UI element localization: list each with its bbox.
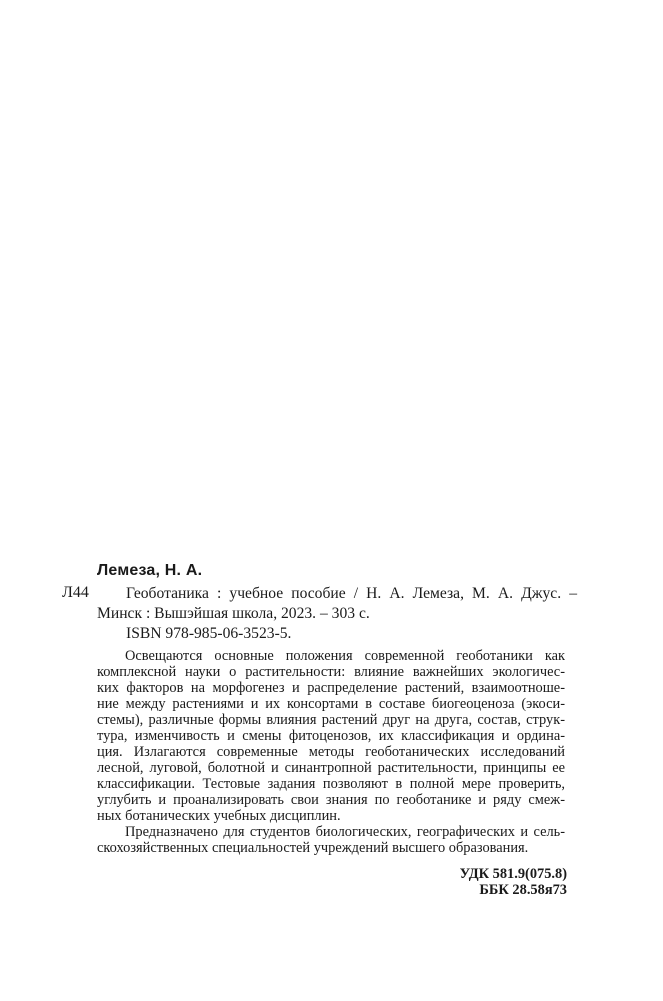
annotation-line: ция. Излагаются современные методы геоботанических исследований	[97, 744, 565, 760]
annotation-line: тура, изменчивость и смены фитоценозов, их классификация и ордина-	[97, 728, 565, 744]
annotation-line: Освещаются основные положения современной геоботаники как	[125, 648, 565, 664]
annotation-line: ние между растениями и их консортами в составе биогеоценоза (экоси-	[97, 696, 565, 712]
udk-index: УДК 581.9(075.8)	[459, 866, 567, 882]
annotation	[97, 648, 565, 856]
annotation-line: скохозяйственных специальностей учреждений высшего образования.	[97, 840, 529, 856]
classification-code: Л44	[62, 584, 89, 601]
annotation-line: ких факторов на морфогенез и распределение растений, взаимоотноше-	[97, 680, 565, 696]
annotation-line: классификации. Тестовые задания позволяют в полной мере проверить,	[97, 776, 565, 792]
annotation-line: лесной, луговой, болотной и синантропной растительности, принципы ее	[97, 760, 565, 776]
bibliographic-record	[97, 584, 577, 644]
annotation-line: комплексной науки о растительности: влияние важнейших экологичес-	[97, 664, 565, 680]
annotation-line: углубить и проанализировать свои знания по геоботанике и ряду смеж-	[97, 792, 565, 808]
bib-title-line: Геоботаника : учебное пособие / Н. А. Лемеза, М. А. Джус. –	[126, 585, 577, 602]
annotation-line: Предназначено для студентов биологических, географических и сель-	[125, 824, 565, 840]
annotation-line: стемы), различные формы влияния растений друг на друга, состав, струк-	[97, 712, 565, 728]
author-heading: Лемеза, Н. А.	[97, 562, 203, 579]
bbk-index: ББК 28.58я73	[479, 882, 567, 898]
isbn-line: ISBN 978-985-06-3523-5.	[126, 625, 292, 642]
classification-indices	[460, 866, 567, 898]
annotation-line: ных ботанических учебных дисциплин.	[97, 808, 341, 824]
bib-publisher-line: Минск : Вышэйшая школа, 2023. – 303 с.	[97, 605, 370, 622]
